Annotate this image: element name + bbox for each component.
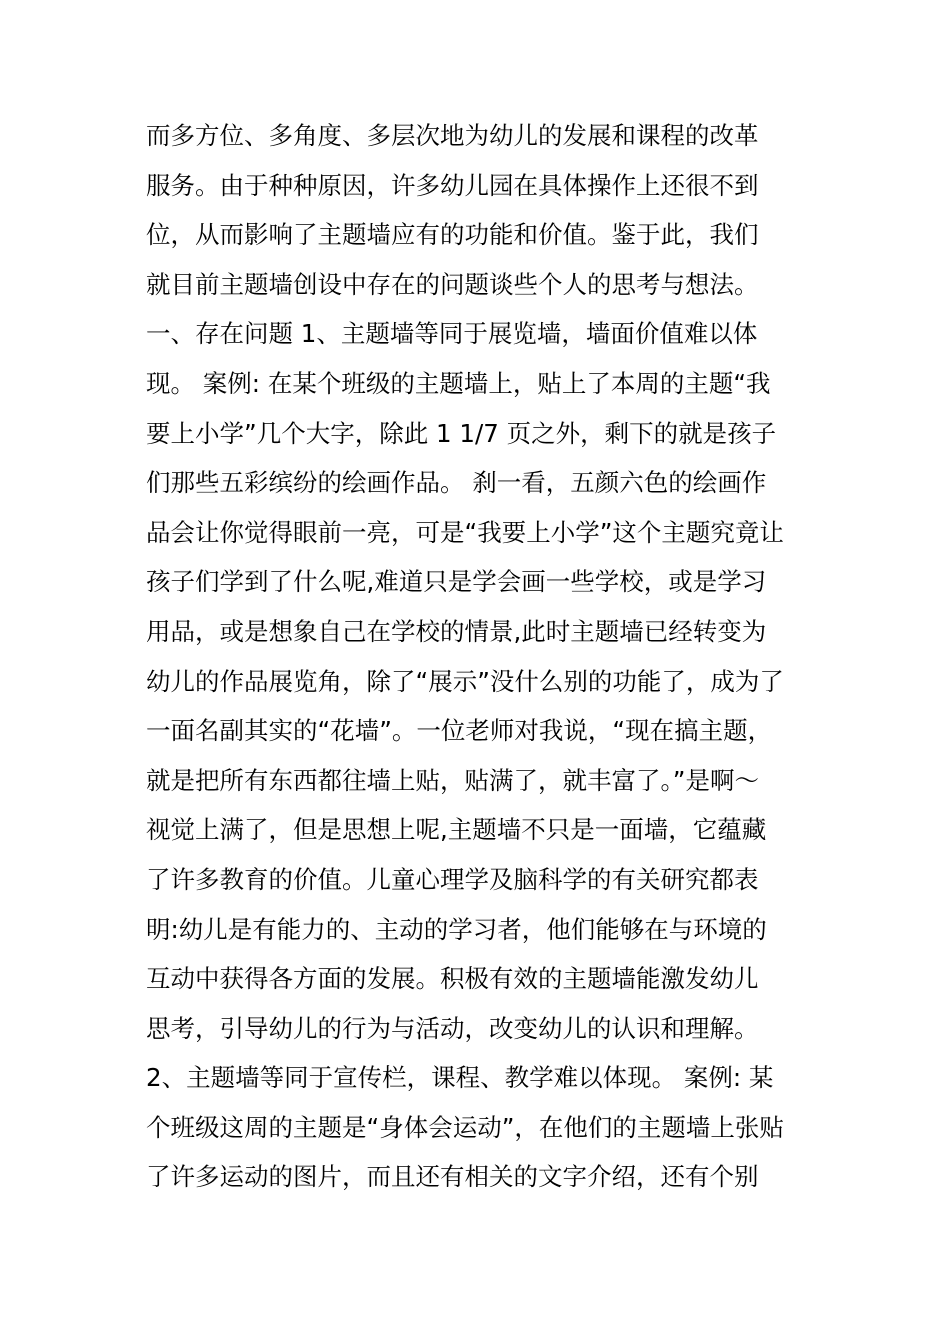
- text-line: 一面名副其实的“花墙”。一位老师对我说，“现在搞主题，: [146, 716, 773, 746]
- text-line: 个班级这周的主题是“身体会运动”，在他们的主题墙上张贴: [146, 1112, 784, 1142]
- text-line: 了许多运动的图片，而且还有相关的文字介绍，还有个别: [146, 1162, 759, 1192]
- text-line: 了许多教育的价值。儿童心理学及脑科学的有关研究都表: [146, 864, 759, 894]
- text-line: 明:幼儿是有能力的、主动的学习者，他们能够在与环境的: [146, 914, 767, 944]
- text-line: 用品，或是想象自己在学校的情景,此时主题墙已经转变为: [146, 616, 767, 646]
- text-line: 要上小学”几个大字，除此 1 1/7 页之外，剩下的就是孩子: [146, 418, 777, 448]
- text-line: 位，从而影响了主题墙应有的功能和价值。鉴于此，我们: [146, 220, 759, 250]
- body-text: [146, 111, 826, 1202]
- text-line: 互动中获得各方面的发展。积极有效的主题墙能激发幼儿: [146, 964, 759, 994]
- text-line: 而多方位、多角度、多层次地为幼儿的发展和课程的改革: [146, 121, 759, 150]
- text-line: 一、存在问题 1、主题墙等同于展览墙，墙面价值难以体: [146, 319, 758, 349]
- text-line: 2、主题墙等同于宣传栏，课程、教学难以体现。 案例: 某: [146, 1063, 774, 1093]
- text-line: 孩子们学到了什么呢,难道只是学会画一些学校，或是学习: [146, 567, 767, 597]
- text-line: 就是把所有东西都往墙上贴，贴满了，就丰富了。”是啊～: [146, 765, 759, 795]
- text-line: 视觉上满了，但是思想上呢,主题墙不只是一面墙，它蕴藏: [146, 815, 767, 845]
- text-line: 思考，引导幼儿的行为与活动，改变幼儿的认识和理解。: [146, 1013, 759, 1043]
- text-line: 就目前主题墙创设中存在的问题谈些个人的思考与想法。: [146, 269, 759, 299]
- text-line: 幼儿的作品展览角，除了“展示”没什么别的功能了，成为了: [146, 666, 784, 696]
- text-line: 服务。由于种种原因，许多幼儿园在具体操作上还很不到: [146, 170, 759, 200]
- text-line: 品会让你觉得眼前一亮，可是“我要上小学”这个主题究竟让: [146, 517, 784, 547]
- text-line: 现。 案例: 在某个班级的主题墙上，贴上了本周的主题“我: [146, 368, 771, 398]
- text-line: 们那些五彩缤纷的绘画作品。 刹一看，五颜六色的绘画作: [146, 468, 767, 498]
